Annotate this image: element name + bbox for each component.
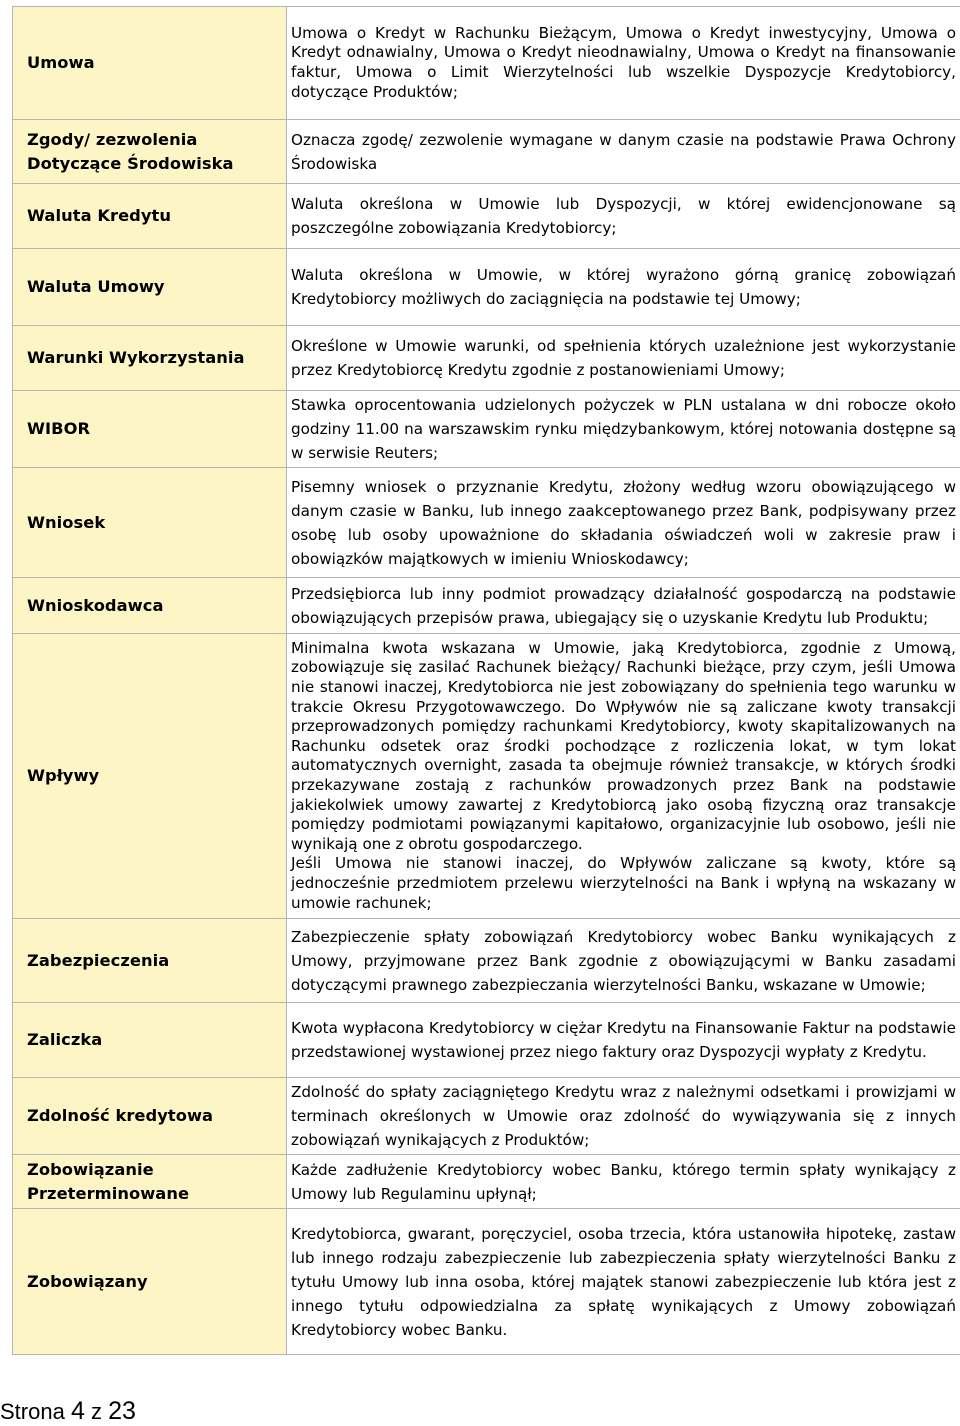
definition-cell [287,634,960,919]
term-cell: Zgody/ zezwolenia Dotyczące Środowiska [13,120,287,184]
definition-row [13,919,960,1003]
definition-text: Kredytobiorca, gwarant, poręczyciel, osoba trzecia, która ustanowiła hipotekę, zastaw lub innego rodzaju zabezpieczenie lub zabezpieczenia spłaty wierzytelności Banku z tytułu Umowy lub inna osoba, której majątek stanowi zabezpieczenie lub która jest z innego tytułu odpowiedzialna za spłatę wynikających z Umowy zobowiązań Kredytobiorcy wobec Banku. [291,1222,956,1342]
definition-cell [287,326,960,391]
total-pages: 23 [108,1397,136,1425]
definition-row [13,184,960,249]
page-separator: z [85,1399,108,1424]
definition-text: Kwota wypłacona Kredytobiorcy w ciężar Kredytu na Finansowanie Faktur na podstawie przedstawionej wystawionej przez niego faktury oraz Dyspozycji wypłaty z Kredytu. [291,1016,956,1064]
term-cell: Zobowiązanie Przeterminowane [13,1155,287,1209]
definition-cell [287,1209,960,1355]
term-cell: Waluta Kredytu [13,184,287,249]
definition-text: Jeśli Umowa nie stanowi inaczej, do Wpływów zaliczane są kwoty, które są jednocześnie przedmiotem przelewu wierzytelności na Bank i wpłyną na wskazany w umowie rachunek; [291,854,956,913]
definitions-body [13,7,960,1355]
definition-text: Umowa o Kredyt w Rachunku Bieżącym, Umowa o Kredyt inwestycyjny, Umowa o Kredyt odnawialny, Umowa o Kredyt nieodnawialny, Umowa o Kredyt na finansowanie faktur, Umowa o Limit Wierzytelności lub wszelkie Dyspozycje Kredytobiorcy, dotyczące Produktów; [291,24,956,102]
definition-cell [287,468,960,578]
definition-row [13,634,960,919]
definition-row [13,249,960,326]
definition-cell [287,1155,960,1209]
current-page: 4 [71,1397,85,1425]
definition-text: Zdolność do spłaty zaciągniętego Kredytu wraz z należnymi odsetkami i prowizjami w terminach określonych w Umowie oraz zdolność do wywiązywania się z innych zobowiązań wynikających z Produktów; [291,1080,956,1152]
definition-cell [287,1078,960,1155]
definition-cell [287,391,960,468]
definition-cell [287,184,960,249]
term-cell: Warunki Wykorzystania [13,326,287,391]
term-cell: Wnioskodawca [13,578,287,634]
definition-text: Waluta określona w Umowie, w której wyrażono górną granicę zobowiązań Kredytobiorcy możliwych do zaciągnięcia na podstawie tej Umowy; [291,263,956,311]
term-cell: Wpływy [13,634,287,919]
definition-row [13,326,960,391]
definition-row [13,7,960,120]
page-number [0,1397,136,1426]
definition-cell [287,7,960,120]
definition-row [13,1155,960,1209]
term-cell: Zobowiązany [13,1209,287,1355]
definition-row [13,1209,960,1355]
term-cell: Zdolność kredytowa [13,1078,287,1155]
definitions-table [12,6,960,1355]
term-cell: Waluta Umowy [13,249,287,326]
definition-text: Pisemny wniosek o przyznanie Kredytu, złożony według wzoru obowiązującego w danym czasie w Banku, lub innego zaakceptowanego przez Bank, podpisywany przez osobę lub osoby upoważnione do składania oświadczeń woli w zakresie praw i obowiązków majątkowych w imieniu Wnioskodawcy; [291,475,956,571]
definition-text: Zabezpieczenie spłaty zobowiązań Kredytobiorcy wobec Banku wynikających z Umowy, przyjmowane przez Bank zgodnie z obowiązującymi w Banku zasadami dotyczącymi prawnego zabezpieczania wierzytelności Banku, wskazane w Umowie; [291,925,956,997]
definition-row [13,468,960,578]
definition-text: Minimalna kwota wskazana w Umowie, jaką Kredytobiorca, zgodnie z Umową, zobowiązuje się zasilać Rachunek bieżący/ Rachunki bieżące, przy czym, jeśli Umowa nie stanowi inaczej, Kredytobiorca nie jest zobowiązany do spełnienia tego warunku w trakcie Okresu Przygotowawczego. Do Wpływów nie są zaliczane kwoty transakcji przeprowadzonych pomiędzy rachunkami Kredytobiorcy, kwoty skapitalizowanych na Rachunku odsetek oraz środki pochodzące z rozliczenia lokat, w tym lokat automatycznych overnight, zasada ta obejmuje również transakcje, w których środki przekazywane zostają z rachunków prowadzonych przez Bank na podstawie jakiekolwiek umowy zawartej z Kredytobiorcą jako osobą fizyczną oraz transakcje pomiędzy podmiotami powiązanymi kapitałowo, organizacyjnie lub osobowo, jeśli nie wynikają one z obrotu gospodarczego. [291,639,956,855]
term-cell: Wniosek [13,468,287,578]
page-prefix: Strona [0,1399,71,1424]
definition-row [13,1078,960,1155]
definition-cell [287,919,960,1003]
definition-cell [287,578,960,634]
term-cell: Umowa [13,7,287,120]
term-cell: Zaliczka [13,1003,287,1078]
term-cell: Zabezpieczenia [13,919,287,1003]
definition-text: Określone w Umowie warunki, od spełnienia których uzależnione jest wykorzystanie przez Kredytobiorcę Kredytu zgodnie z postanowieniami Umowy; [291,334,956,382]
definition-text: Oznacza zgodę/ zezwolenie wymagane w danym czasie na podstawie Prawa Ochrony Środowiska [291,128,956,176]
term-cell: WIBOR [13,391,287,468]
definition-text: Każde zadłużenie Kredytobiorcy wobec Banku, którego termin spłaty wynikający z Umowy lub Regulaminu upłynął; [291,1158,956,1206]
definition-text: Przedsiębiorca lub inny podmiot prowadzący działalność gospodarczą na podstawie obowiązujących przepisów prawa, ubiegający się o uzyskanie Kredytu lub Produktu; [291,582,956,630]
definition-cell [287,1003,960,1078]
definition-cell [287,249,960,326]
definition-cell [287,120,960,184]
definition-row [13,1003,960,1078]
definition-row [13,120,960,184]
definition-text: Waluta określona w Umowie lub Dyspozycji, w której ewidencjonowane są poszczególne zobowiązania Kredytobiorcy; [291,192,956,240]
definition-row [13,391,960,468]
definition-text: Stawka oprocentowania udzielonych pożyczek w PLN ustalana w dni robocze około godziny 11.00 na warszawskim rynku międzybankowym, której notowania dostępne są w serwisie Reuters; [291,393,956,465]
definition-row [13,578,960,634]
